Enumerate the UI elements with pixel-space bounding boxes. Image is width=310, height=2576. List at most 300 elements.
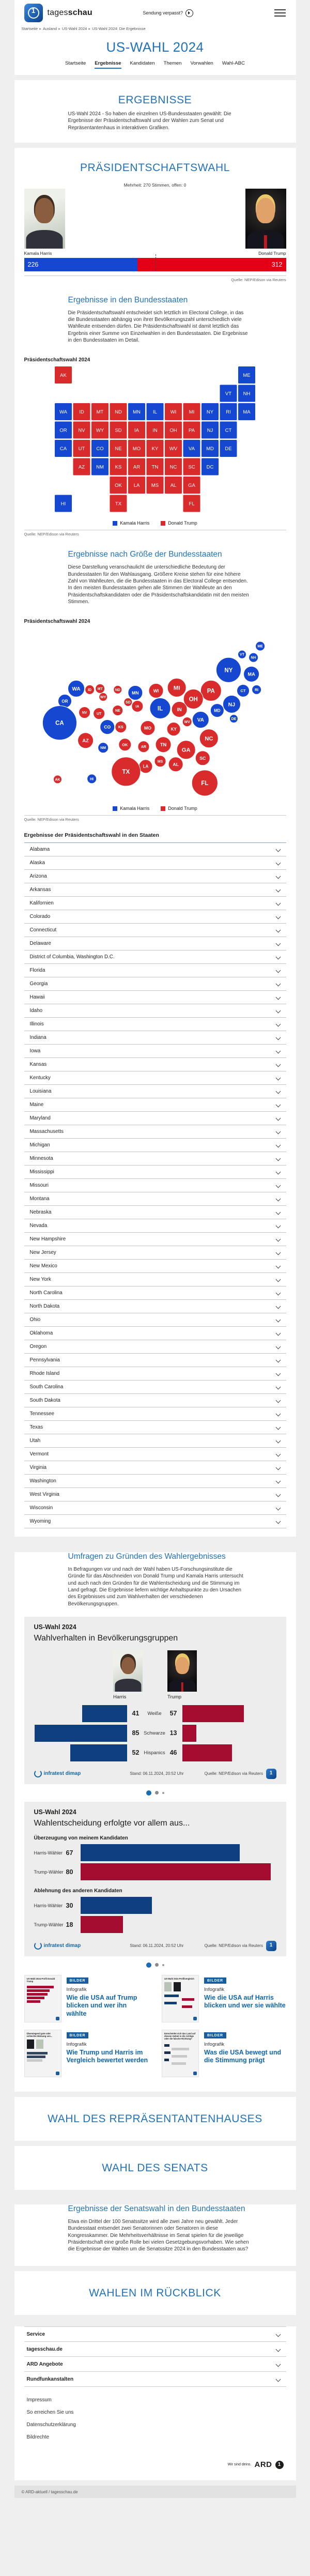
state-bubble-FL[interactable]	[192, 770, 218, 796]
state-row-label: Maine	[29, 1102, 44, 1108]
state-tile-VA[interactable]	[183, 440, 200, 457]
state-row-florida[interactable]	[24, 964, 286, 977]
size-text: Diese Darstellung veranschaulicht die unterschiedliche Bedeutung der Bundesstaaten für den Wahlausgang. Größere Kreise stehen für eine höhere Zahl von Wahlleuten, die die Bundesstaaten in das Electoral College entsenden. In den meisten Bundesstaaten gehen alle Stimmen der Wahlleute an den Präsidentschaftskandidaten oder die Präsidentschaftskandidatin mit den meisten Stimmen.	[68, 564, 249, 605]
tab-vorwahlen[interactable]: Vorwahlen	[190, 60, 213, 66]
svg-text:SD: SD	[125, 701, 131, 705]
ard-one-icon: 1	[275, 2461, 284, 2469]
senat-title: WAHL DES SENATS	[102, 2161, 208, 2174]
state-bubble-NV[interactable]	[79, 707, 90, 718]
state-tile-MS[interactable]	[146, 477, 163, 494]
teaser-card[interactable]	[24, 2030, 149, 2077]
value: 30	[66, 1902, 73, 1909]
teaser-title[interactable]: Wie die USA auf Harris blicken und wer sie wählte	[204, 1994, 286, 2010]
state-row-north-carolina[interactable]	[24, 1286, 286, 1300]
state-tile-HI[interactable]	[55, 495, 72, 512]
state-bubble-MD[interactable]	[210, 704, 224, 717]
state-bubble-IN[interactable]	[172, 702, 187, 717]
state-row-label: Connecticut	[29, 927, 57, 933]
state-tile-NJ[interactable]	[202, 422, 219, 439]
state-row-maryland[interactable]	[24, 1112, 286, 1125]
state-tile-NE[interactable]	[110, 440, 127, 457]
state-row-michigan[interactable]	[24, 1139, 286, 1152]
footer-accordion-tagesschau-de[interactable]	[24, 2341, 286, 2356]
footer-links	[24, 2397, 286, 2440]
reason-row	[34, 1844, 276, 1862]
state-tile-NH[interactable]	[238, 385, 255, 402]
state-bubble-WI[interactable]	[148, 683, 163, 698]
svg-text:WI: WI	[153, 688, 159, 694]
state-tile-OH[interactable]	[165, 422, 182, 439]
state-tile-WV[interactable]	[165, 440, 182, 457]
state-row-label: Wyoming	[29, 1519, 51, 1525]
sendung-verpasst-label: Sendung verpasst?	[143, 10, 183, 16]
breadcrumb-item[interactable]: US-Wahl 2024	[61, 26, 87, 31]
state-row-wisconsin[interactable]	[24, 1501, 286, 1515]
state-tile-ID[interactable]	[73, 403, 90, 420]
chevron-down-icon	[275, 1237, 281, 1242]
electoral-cartogram	[24, 627, 286, 799]
state-tile-MO[interactable]	[128, 440, 145, 457]
breadcrumb-item[interactable]: Startseite	[21, 26, 38, 31]
state-tile-LA[interactable]	[128, 477, 145, 494]
dot-1[interactable]	[146, 1962, 151, 1968]
svg-text:LA: LA	[133, 483, 140, 489]
svg-text:HI: HI	[89, 777, 94, 781]
state-tile-DC[interactable]	[202, 458, 219, 476]
state-bubble-ND[interactable]	[113, 685, 121, 694]
svg-text:WA: WA	[72, 686, 81, 693]
state-row-kalifornien[interactable]	[24, 897, 286, 910]
state-tile-CO[interactable]	[91, 440, 109, 457]
header	[14, 0, 296, 75]
state-bubble-MN[interactable]	[128, 685, 142, 700]
state-row-label: New Hampshire	[29, 1236, 66, 1243]
state-tile-MN[interactable]	[128, 403, 145, 420]
state-tile-VT[interactable]	[220, 385, 237, 402]
state-bubble-CO[interactable]	[100, 720, 114, 734]
svg-text:WA: WA	[59, 409, 67, 416]
state-bubble-WA[interactable]	[68, 680, 84, 697]
state-tile-IL[interactable]	[146, 403, 163, 420]
tagesschau-logo[interactable]	[24, 4, 43, 22]
chevron-down-icon	[275, 1425, 281, 1430]
state-bubble-SD[interactable]	[123, 698, 132, 707]
state-row-kansas[interactable]	[24, 1058, 286, 1071]
state-bubble-WY[interactable]	[99, 693, 107, 701]
harris-value: 85	[132, 1729, 140, 1737]
breadcrumb-separator: ▸	[39, 26, 41, 31]
state-bubble-NC[interactable]	[199, 729, 218, 748]
state-row-arizona[interactable]	[24, 870, 286, 883]
chevron-down-icon	[275, 2376, 281, 2382]
chevron-down-icon	[275, 1398, 281, 1403]
harris-name: Kamala Harris	[24, 250, 52, 256]
state-bubble-NH[interactable]	[249, 653, 258, 662]
voter-label: Trump-Wähler	[34, 1869, 64, 1875]
teaser-title[interactable]: Wie die USA auf Trump blicken und wer ihn wählte	[66, 1994, 137, 2017]
demo-row-hispanics	[34, 1744, 276, 1761]
tab-wahl-abc[interactable]: Wahl-ABC	[222, 60, 245, 66]
svg-text:IA: IA	[135, 705, 139, 709]
state-tile-AK[interactable]	[55, 366, 72, 384]
state-tile-CT[interactable]	[220, 422, 237, 439]
svg-text:DC: DC	[206, 464, 213, 470]
svg-text:OR: OR	[61, 699, 68, 704]
svg-text:OR: OR	[59, 427, 67, 434]
state-tile-DE[interactable]	[220, 440, 237, 457]
state-row-west-virginia[interactable]	[24, 1488, 286, 1501]
harris-bar	[81, 1897, 152, 1914]
state-row-label: North Carolina	[29, 1290, 63, 1296]
dot-3[interactable]	[162, 1964, 164, 1966]
state-bubble-ID[interactable]	[85, 685, 94, 694]
state-row-rhode-island[interactable]	[24, 1367, 286, 1381]
legend-swatch	[113, 806, 117, 811]
state-tile-NV[interactable]	[73, 422, 90, 439]
state-tile-NC[interactable]	[165, 458, 182, 476]
svg-text:GA: GA	[181, 747, 191, 754]
trump-value: 13	[169, 1729, 177, 1737]
chevron-down-icon	[275, 982, 281, 987]
state-bubble-AK[interactable]	[53, 775, 61, 784]
state-row-label: New York	[29, 1277, 51, 1283]
svg-text:OK: OK	[121, 742, 128, 747]
svg-text:WV: WV	[184, 720, 190, 725]
state-row-iowa[interactable]	[24, 1045, 286, 1058]
teaser-kicker: Infografik	[66, 1986, 87, 1992]
chevron-down-icon	[275, 1022, 281, 1027]
state-bubble-SC[interactable]	[195, 751, 210, 765]
copyright-text: © ARD-aktuell / tagesschau.de	[21, 2489, 78, 2494]
tab-startseite[interactable]: Startseite	[65, 60, 86, 66]
state-bubble-HI[interactable]	[87, 774, 96, 784]
svg-text:NM: NM	[100, 746, 106, 750]
reason-row	[34, 1897, 276, 1914]
state-tile-AR[interactable]	[128, 458, 145, 476]
state-tile-OR[interactable]	[55, 422, 72, 439]
state-bubble-NE[interactable]	[112, 706, 122, 716]
svg-text:MD: MD	[213, 708, 221, 713]
state-tile-TX[interactable]	[110, 495, 127, 512]
state-row-delaware[interactable]	[24, 937, 286, 950]
legend-item	[113, 806, 149, 811]
state-row-nebraska[interactable]	[24, 1206, 286, 1219]
footer-accordion-label: Rundfunkanstalten	[26, 2376, 74, 2382]
state-bubble-NY[interactable]	[216, 657, 241, 682]
chevron-down-icon	[275, 1156, 281, 1161]
svg-text:FL: FL	[188, 501, 195, 507]
state-bubble-MS[interactable]	[154, 756, 165, 767]
state-bubble-DE[interactable]	[229, 715, 238, 723]
chevron-down-icon	[275, 1062, 281, 1067]
state-row-new-york[interactable]	[24, 1273, 286, 1286]
svg-text:WV: WV	[169, 446, 177, 452]
state-row-arkansas[interactable]	[24, 883, 286, 897]
state-bubble-KS[interactable]	[115, 722, 126, 733]
ergebnisse-title: ERGEBNISSE	[118, 94, 192, 106]
state-tile-KS[interactable]	[110, 458, 127, 476]
state-bubble-CT[interactable]	[237, 684, 249, 697]
dot-2[interactable]	[155, 1963, 159, 1967]
svg-text:MS: MS	[151, 483, 159, 489]
svg-text:TN: TN	[160, 742, 166, 748]
footer-accordion-ard-angebote[interactable]	[24, 2356, 286, 2371]
state-row-alabama[interactable]	[24, 843, 286, 856]
footer-accordion-rundfunkanstalten[interactable]	[24, 2371, 286, 2387]
teaser-card[interactable]	[162, 2030, 286, 2077]
state-tile-PA[interactable]	[183, 422, 200, 439]
state-row-montana[interactable]	[24, 1192, 286, 1206]
breadcrumb-item[interactable]: Ausland	[42, 26, 57, 31]
state-row-illinois[interactable]	[24, 1018, 286, 1031]
state-tile-GA[interactable]	[183, 477, 200, 494]
teaser-thumbnail	[162, 2030, 199, 2077]
state-tile-WY[interactable]	[91, 422, 109, 439]
state-row-hawaii[interactable]	[24, 991, 286, 1004]
state-row-label: Tennessee	[29, 1411, 54, 1417]
state-row-massachusetts[interactable]	[24, 1125, 286, 1139]
state-row-label: Ohio	[29, 1317, 41, 1323]
state-row-pennsylvania[interactable]	[24, 1354, 286, 1367]
state-bubble-UT[interactable]	[93, 708, 104, 719]
state-bubble-TN[interactable]	[156, 737, 171, 753]
dot-2[interactable]	[155, 1791, 159, 1795]
chevron-down-icon	[275, 1331, 281, 1336]
state-bubble-AZ[interactable]	[78, 733, 93, 748]
trump-ev-segment	[137, 258, 286, 271]
state-bubble-GA[interactable]	[177, 741, 195, 759]
trump-ev-value: 312	[271, 260, 283, 268]
tab-ergebnisse[interactable]: Ergebnisse	[95, 60, 121, 69]
svg-text:DE: DE	[231, 717, 236, 722]
state-tile-NM[interactable]	[91, 458, 109, 476]
state-bubble-AR[interactable]	[137, 741, 149, 753]
state-row-south-carolina[interactable]	[24, 1381, 286, 1394]
footer-link-so-erreichen-sie-uns[interactable]: So erreichen Sie uns	[26, 2410, 74, 2416]
state-row-label: Louisiana	[29, 1088, 52, 1095]
state-bubble-NM[interactable]	[98, 743, 108, 753]
svg-text:TX: TX	[115, 501, 121, 507]
state-row-label: Montana	[29, 1196, 50, 1202]
state-row-alaska[interactable]	[24, 856, 286, 870]
chevron-down-icon	[275, 1277, 281, 1282]
state-row-label: Massachusetts	[29, 1129, 64, 1135]
state-row-colorado[interactable]	[24, 910, 286, 924]
state-tile-ME[interactable]	[238, 366, 255, 384]
breadcrumb-separator: ▸	[88, 26, 91, 31]
copyright-bar	[14, 2486, 296, 2498]
state-row-vermont[interactable]	[24, 1448, 286, 1461]
menu-icon[interactable]	[274, 9, 286, 17]
state-row-new-mexico[interactable]	[24, 1260, 286, 1273]
state-tile-KY[interactable]	[146, 440, 163, 457]
sendung-verpasst-link[interactable]	[143, 9, 193, 17]
state-tile-FL[interactable]	[183, 495, 200, 512]
svg-text:VA: VA	[188, 446, 195, 452]
state-bubble-VA[interactable]	[192, 712, 209, 728]
chevron-down-icon	[275, 1197, 281, 1202]
state-tile-WI[interactable]	[165, 403, 182, 420]
state-row-texas[interactable]	[24, 1421, 286, 1434]
teaser-title[interactable]: Wie Trump und Harris im Vergleich bewertet werden	[66, 2048, 148, 2064]
chevron-down-icon	[275, 1304, 281, 1309]
senatswahl-heading: Ergebnisse der Senatswahl in den Bundesstaaten	[68, 2204, 245, 2213]
source-note: Quelle: NEP/Edison via Reuters	[24, 817, 79, 822]
state-bubble-MI[interactable]	[167, 678, 186, 697]
agency-name: infratest dimap	[43, 1771, 81, 1777]
legend-item	[161, 520, 197, 526]
state-bubble-IL[interactable]	[149, 698, 170, 719]
state-row-utah[interactable]	[24, 1434, 286, 1448]
state-row-louisiana[interactable]	[24, 1085, 286, 1098]
state-tile-WA[interactable]	[55, 403, 72, 420]
state-bubble-PA[interactable]	[200, 680, 221, 701]
electoral-college-bar	[24, 258, 286, 271]
chevron-down-icon	[275, 1264, 281, 1269]
state-bubble-IA[interactable]	[131, 701, 143, 712]
section-rueckblick	[14, 2271, 296, 2315]
footer-accordion-service[interactable]	[24, 2326, 286, 2341]
state-bubble-MT[interactable]	[95, 684, 104, 693]
state-row-georgia[interactable]	[24, 977, 286, 991]
state-row-connecticut[interactable]	[24, 924, 286, 937]
state-tile-MT[interactable]	[91, 403, 109, 420]
state-tile-CA[interactable]	[55, 440, 72, 457]
state-tile-IA[interactable]	[128, 422, 145, 439]
map-label: Präsidentschaftswahl 2024	[24, 357, 90, 363]
svg-text:NC: NC	[169, 464, 177, 470]
footer-link-impressum[interactable]: Impressum	[26, 2397, 52, 2403]
state-bubble-VT[interactable]	[238, 650, 246, 658]
harris-value: 52	[132, 1749, 140, 1757]
state-row-label: Indiana	[29, 1035, 47, 1041]
state-row-district-of-columbia-washington-d-c-[interactable]	[24, 950, 286, 964]
state-row-label: West Virginia	[29, 1492, 59, 1498]
state-row-minnesota[interactable]	[24, 1152, 286, 1166]
brand-wordmark[interactable]	[48, 8, 92, 18]
chevron-down-icon	[275, 995, 281, 1000]
dot-1[interactable]	[146, 1790, 151, 1796]
state-bubble-MO[interactable]	[140, 721, 154, 735]
state-row-label: Rhode Island	[29, 1371, 60, 1377]
state-row-north-dakota[interactable]	[24, 1300, 286, 1313]
state-bubble-RI[interactable]	[252, 685, 261, 694]
chevron-down-icon	[275, 887, 281, 893]
state-row-ohio[interactable]	[24, 1313, 286, 1327]
chevron-down-icon	[275, 1385, 281, 1390]
state-row-oregon[interactable]	[24, 1340, 286, 1354]
state-tile-AZ[interactable]	[73, 458, 90, 476]
state-row-virginia[interactable]	[24, 1461, 286, 1475]
state-bubble-CA[interactable]	[42, 706, 76, 740]
state-tile-MI[interactable]	[183, 403, 200, 420]
svg-text:MD: MD	[206, 446, 214, 452]
trump-photo	[167, 1650, 197, 1692]
state-tile-IN[interactable]	[146, 422, 163, 439]
state-bubble-AL[interactable]	[168, 757, 183, 772]
svg-text:MN: MN	[132, 409, 141, 416]
state-row-washington[interactable]	[24, 1475, 286, 1488]
state-row-oklahoma[interactable]	[24, 1327, 286, 1340]
state-tile-ND[interactable]	[110, 403, 127, 420]
breadcrumb-item[interactable]: US-Wahl 2024: Die Ergebnisse	[92, 26, 146, 31]
state-row-missouri[interactable]	[24, 1179, 286, 1192]
state-row-nevada[interactable]	[24, 1219, 286, 1233]
ard-icon	[193, 2072, 197, 2075]
state-tile-MD[interactable]	[202, 440, 219, 457]
state-bubble-NJ[interactable]	[223, 696, 240, 713]
svg-text:WI: WI	[170, 409, 176, 416]
state-bubble-OK[interactable]	[118, 739, 131, 751]
state-tile-AL[interactable]	[165, 477, 182, 494]
state-bubble-ME[interactable]	[255, 641, 265, 651]
svg-text:MT: MT	[97, 687, 103, 692]
state-tile-TN[interactable]	[146, 458, 163, 476]
teaser-card[interactable]	[162, 1975, 286, 2022]
svg-text:OH: OH	[169, 427, 177, 434]
state-bubble-WV[interactable]	[182, 717, 192, 727]
state-bubble-MA[interactable]	[243, 666, 259, 682]
state-row-indiana[interactable]	[24, 1031, 286, 1045]
state-row-new-hampshire[interactable]	[24, 1233, 286, 1246]
state-bubble-LA[interactable]	[138, 760, 152, 773]
state-tile-OK[interactable]	[110, 477, 127, 494]
state-tile-UT[interactable]	[73, 440, 90, 457]
state-tile-MA[interactable]	[238, 403, 255, 420]
state-row-kentucky[interactable]	[24, 1071, 286, 1085]
category-label: Weiße	[147, 1710, 162, 1716]
state-row-south-dakota[interactable]	[24, 1394, 286, 1407]
state-row-maine[interactable]	[24, 1098, 286, 1112]
svg-text:NH: NH	[243, 391, 250, 397]
state-row-label: Utah	[29, 1438, 41, 1444]
state-tile-SC[interactable]	[183, 458, 200, 476]
tab-kandidaten[interactable]: Kandidaten	[130, 60, 155, 66]
dot-3[interactable]	[162, 1792, 164, 1794]
footer-link-bildrechte[interactable]: Bildrechte	[26, 2434, 50, 2441]
dimap-icon	[34, 1942, 42, 1950]
state-bubble-TX[interactable]	[111, 757, 140, 786]
state-bubble-KY[interactable]	[167, 723, 180, 736]
footer-link-datenschutzerkl-rung[interactable]: Datenschutzerklärung	[26, 2422, 76, 2428]
footer-accordion-label: tagesschau.de	[26, 2346, 63, 2352]
teaser-card[interactable]	[24, 1975, 149, 2022]
state-tile-SD[interactable]	[110, 422, 127, 439]
category-label: Hispanics	[144, 1750, 165, 1756]
state-tile-RI[interactable]	[220, 403, 237, 420]
state-row-mississippi[interactable]	[24, 1166, 286, 1179]
bilder-badge: BILDER	[67, 1977, 89, 1984]
state-row-wyoming[interactable]	[24, 1515, 286, 1528]
chevron-down-icon	[275, 2362, 281, 2367]
state-row-label: Oklahoma	[29, 1330, 53, 1337]
tab-themen[interactable]: Themen	[163, 60, 182, 66]
chevron-down-icon	[275, 2332, 281, 2337]
source-note: Quelle: NEP/Edison via Reuters	[24, 532, 79, 537]
state-row-label: New Mexico	[29, 1263, 57, 1269]
state-row-tennessee[interactable]	[24, 1407, 286, 1421]
svg-text:ME: ME	[242, 373, 251, 379]
svg-text:NJ: NJ	[228, 701, 235, 708]
state-row-idaho[interactable]	[24, 1004, 286, 1018]
state-row-label: Kalifornien	[29, 900, 54, 907]
teaser-title[interactable]: Was die USA bewegt und die Stimmung prägt	[204, 2048, 282, 2064]
chevron-down-icon	[275, 1371, 281, 1376]
state-row-new-jersey[interactable]	[24, 1246, 286, 1260]
state-tile-NY[interactable]	[202, 403, 219, 420]
svg-text:SC: SC	[188, 464, 195, 470]
svg-text:AZ: AZ	[78, 464, 85, 470]
